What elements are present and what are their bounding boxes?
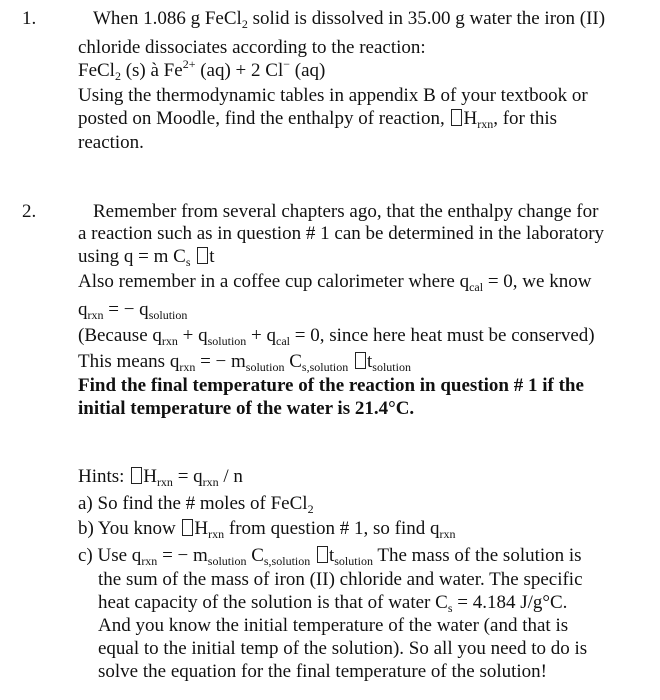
hint-c-line-2: the sum of the mass of iron (II) chloride and water. The specific xyxy=(98,569,583,590)
delta-placeholder-icon xyxy=(317,546,328,563)
delta-placeholder-icon xyxy=(355,352,366,369)
q2-line-2: a reaction such as in question # 1 can be determined in the laboratory xyxy=(78,223,605,244)
hint-a: a) So find the # moles of FeCl$_2$ xyxy=(78,493,314,516)
hints-heading: Hints: $H_{rxn} = q_{rxn} / n$ xyxy=(78,466,243,489)
q2-line-6: (Because $q_{rxn} + q_{solution} + q_{cal} = 0$, since here heat must be conserved) xyxy=(78,325,595,348)
delta-placeholder-icon xyxy=(197,247,208,264)
hint-c: c) Use $q_{rxn}$ = − $m_{solution}$ $C_{s,solution}$ $t_{solution}$ The mass of the solution is xyxy=(78,545,582,568)
q1-line-5: posted on Moodle, find the enthalpy of reaction, $H_{rxn}$, for this xyxy=(78,108,558,131)
delta-placeholder-icon xyxy=(131,467,142,484)
q1-line-1: When 1.086 g FeCl$_2$ solid is dissolved in 35.00 g water the iron (II) xyxy=(93,8,606,31)
q1-line-6: reaction. xyxy=(78,132,144,153)
q2-task-line-2: initial temperature of the water is 21.4°C. xyxy=(78,398,415,419)
hint-c-line-6: solve the equation for the final temperature of the solution! xyxy=(98,661,547,682)
hint-b: b) You know $H_{rxn}$ from question # 1, so find $q_{rxn}$ xyxy=(78,518,456,541)
question-number: 1. xyxy=(22,8,37,29)
q2-line-4: Also remember in a coffee cup calorimeter where $q_{cal} = 0$, we know xyxy=(78,271,592,294)
q2-line-7: This means $q_{rxn}$ = − $m_{solution}$ $C_{s,solution}$ $t_{solution}$ xyxy=(78,351,411,374)
hint-c-line-3: heat capacity of the solution is that of water $C_s = 4.184$ J/g°C. xyxy=(98,592,568,615)
q1-reaction-equation: FeCl$_2$ (s) à $Fe^{2+}$ (aq) + 2 Cl− (aq) xyxy=(78,57,326,83)
delta-placeholder-icon xyxy=(182,519,193,536)
q2-task-line-1: Find the final temperature of the reaction in question # 1 if the xyxy=(78,375,584,396)
hint-c-line-4: And you know the initial temperature of the water (and that is xyxy=(98,615,569,636)
hint-c-line-5: equal to the initial temp of the solution). So all you need to do is xyxy=(98,638,588,659)
q2-line-5: $q_{rxn}$ = − $q_{solution}$ xyxy=(78,299,188,322)
q2-line-3: using q = m $C_s$ t xyxy=(78,246,215,269)
delta-placeholder-icon xyxy=(451,109,462,126)
q1-line-2: chloride dissociates according to the reaction: xyxy=(78,37,426,58)
q2-line-1: Remember from several chapters ago, that the enthalpy change for xyxy=(93,201,599,222)
q1-line-4: Using the thermodynamic tables in appendix B of your textbook or xyxy=(78,85,588,106)
question-number: 2. xyxy=(22,201,37,222)
